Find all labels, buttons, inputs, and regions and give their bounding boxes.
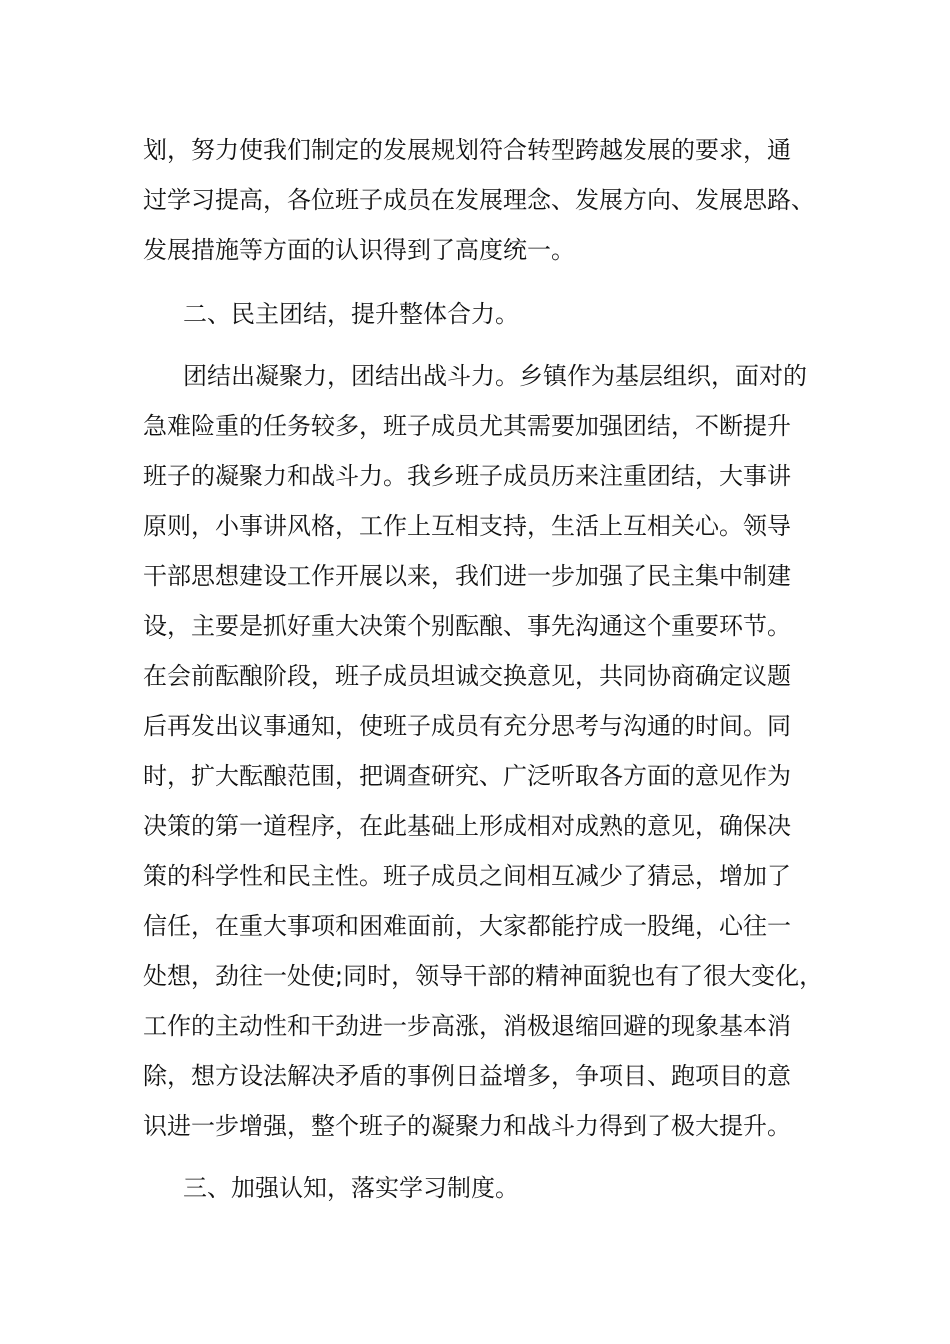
text-line xyxy=(0,856,950,896)
text-line xyxy=(0,456,950,496)
text-line xyxy=(0,1006,950,1046)
text-line xyxy=(0,756,950,796)
text-line-content: 后再发出议事通知，使班子成员有充分思考与沟通的时间。同 xyxy=(143,712,791,740)
text-line xyxy=(0,1106,950,1146)
text-line-content: 干部思想建设工作开展以来，我们进一步加强了民主集中制建 xyxy=(143,562,791,590)
text-line xyxy=(0,130,950,170)
text-line xyxy=(0,606,950,646)
text-line-content: 在会前酝酿阶段，班子成员坦诚交换意见，共同协商确定议题 xyxy=(143,662,791,690)
text-line-content: 处想，劲往一处使;同时，领导干部的精神面貌也有了很大变化， xyxy=(143,962,824,990)
text-line xyxy=(0,180,950,220)
text-line xyxy=(0,1056,950,1096)
text-line xyxy=(0,656,950,696)
section-heading-text: 二、民主团结，提升整体合力。 xyxy=(183,300,519,328)
text-line-content: 原则，小事讲风格，工作上互相支持，生活上互相关心。领导 xyxy=(143,512,791,540)
text-line-content: 信任，在重大事项和困难面前，大家都能拧成一股绳，心往一 xyxy=(143,912,791,940)
text-line-content: 过学习提高，各位班子成员在发展理念、发展方向、发展思路、 xyxy=(143,186,815,214)
text-line-content: 发展措施等方面的认识得到了高度统一。 xyxy=(143,236,575,264)
text-line-content: 识进一步增强，整个班子的凝聚力和战斗力得到了极大提升。 xyxy=(143,1112,791,1140)
text-line-content: 班子的凝聚力和战斗力。我乡班子成员历来注重团结，大事讲 xyxy=(143,462,791,490)
text-line-content: 时，扩大酝酿范围，把调查研究、广泛听取各方面的意见作为 xyxy=(143,762,791,790)
text-line xyxy=(0,356,950,396)
text-line xyxy=(0,706,950,746)
text-line xyxy=(0,806,950,846)
text-line xyxy=(0,406,950,446)
text-line xyxy=(0,506,950,546)
text-line xyxy=(0,556,950,596)
text-line-content: 团结出凝聚力，团结出战斗力。乡镇作为基层组织，面对的 xyxy=(183,362,807,390)
text-line-content: 急难险重的任务较多，班子成员尤其需要加强团结，不断提升 xyxy=(143,412,791,440)
section-heading-text: 三、加强认知，落实学习制度。 xyxy=(183,1174,519,1202)
text-line-content: 工作的主动性和干劲进一步高涨，消极退缩回避的现象基本消 xyxy=(143,1012,791,1040)
text-line-content: 除，想方设法解决矛盾的事例日益增多，争项目、跑项目的意 xyxy=(143,1062,791,1090)
text-line xyxy=(0,230,950,270)
text-line-content: 划，努力使我们制定的发展规划符合转型跨越发展的要求，通 xyxy=(143,136,791,164)
text-line xyxy=(0,956,950,996)
section-heading xyxy=(0,1168,950,1208)
text-line xyxy=(0,906,950,946)
text-line-content: 设，主要是抓好重大决策个别酝酿、事先沟通这个重要环节。 xyxy=(143,612,791,640)
section-heading xyxy=(0,294,950,334)
text-line-content: 策的科学性和民主性。班子成员之间相互减少了猜忌，增加了 xyxy=(143,862,791,890)
text-line-content: 决策的第一道程序，在此基础上形成相对成熟的意见，确保决 xyxy=(143,812,791,840)
